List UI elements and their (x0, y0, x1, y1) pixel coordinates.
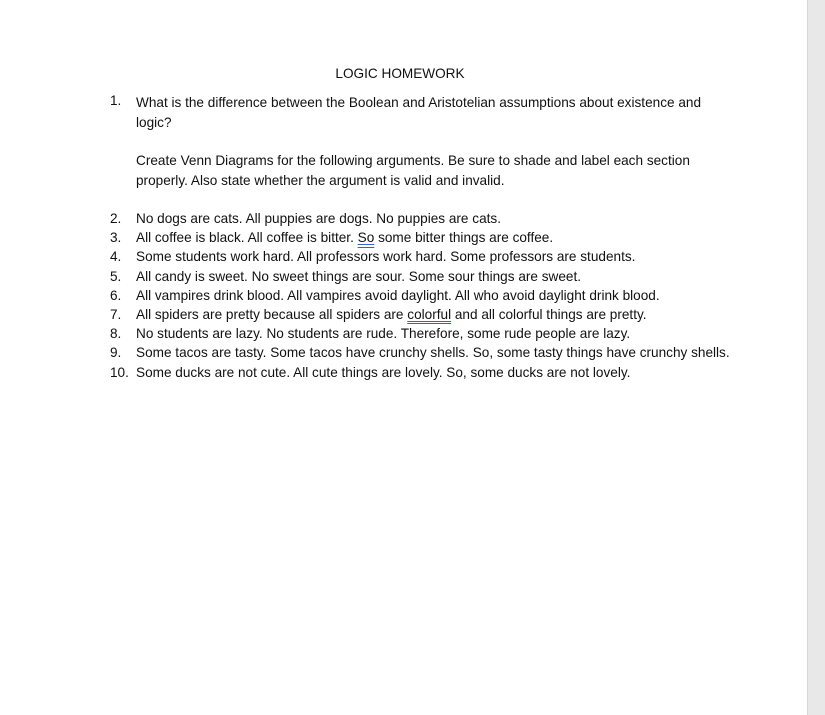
list-item (110, 209, 750, 228)
list-item-text: Some tacos are tasty. Some tacos have crunchy shells. So, some tasty things have crunchy shells. (136, 345, 730, 361)
instructions-paragraph: Create Venn Diagrams for the following arguments. Be sure to shade and label each section properly. Also state whether the argument is valid and invalid. (136, 153, 690, 188)
arguments-list (110, 209, 750, 382)
list-item (110, 324, 750, 343)
list-item-text: No students are lazy. No students are rude. Therefore, some rude people are lazy. (136, 326, 631, 342)
list-number: 3. (110, 230, 122, 246)
list-number: 2. (110, 211, 122, 226)
list-item-text: Some ducks are not cute. All cute things are lovely. So, some ducks are not lovely. (136, 364, 631, 380)
list-item (110, 286, 750, 305)
document-title: LOGIC HOMEWORK (335, 66, 465, 81)
list-item (110, 247, 750, 266)
text-segment: All spiders are pretty because all spiders are (136, 306, 408, 322)
list-number: 10. (110, 364, 129, 380)
list-item (110, 363, 750, 382)
vertical-scrollbar[interactable] (807, 0, 825, 715)
list-item (110, 343, 750, 362)
list-number: 6. (110, 287, 122, 303)
grammar-flagged-word[interactable]: So (357, 230, 375, 246)
text-segment: some bitter things are coffee. (374, 230, 554, 246)
list-number: 5. (110, 268, 122, 284)
list-item-text (136, 305, 647, 324)
list-number: 4. (110, 249, 122, 265)
question-1-text: What is the difference between the Boolean and Aristotelian assumptions about existence and logic? (136, 95, 702, 130)
list-item-text: Some students work hard. All professors work hard. Some professors are students. (136, 249, 636, 265)
list-item-text (136, 228, 553, 247)
text-segment: All coffee is black. All coffee is bitter. (136, 230, 358, 246)
list-item-text: All candy is sweet. No sweet things are sour. Some sour things are sweet. (136, 268, 582, 284)
list-item (110, 305, 750, 324)
list-item (110, 267, 750, 286)
list-item-text: All vampires drink blood. All vampires avoid daylight. All who avoid daylight drink blood. (136, 287, 660, 303)
text-segment: and all colorful things are pretty. (451, 306, 647, 322)
list-item-text: No dogs are cats. All puppies are dogs. No puppies are cats. (136, 211, 501, 226)
grammar-flagged-word[interactable]: colorful (407, 306, 452, 322)
list-number: 8. (110, 326, 122, 342)
list-number: 1. (110, 93, 122, 108)
list-item (110, 228, 750, 247)
list-number: 9. (110, 345, 122, 361)
list-number: 7. (110, 306, 122, 322)
